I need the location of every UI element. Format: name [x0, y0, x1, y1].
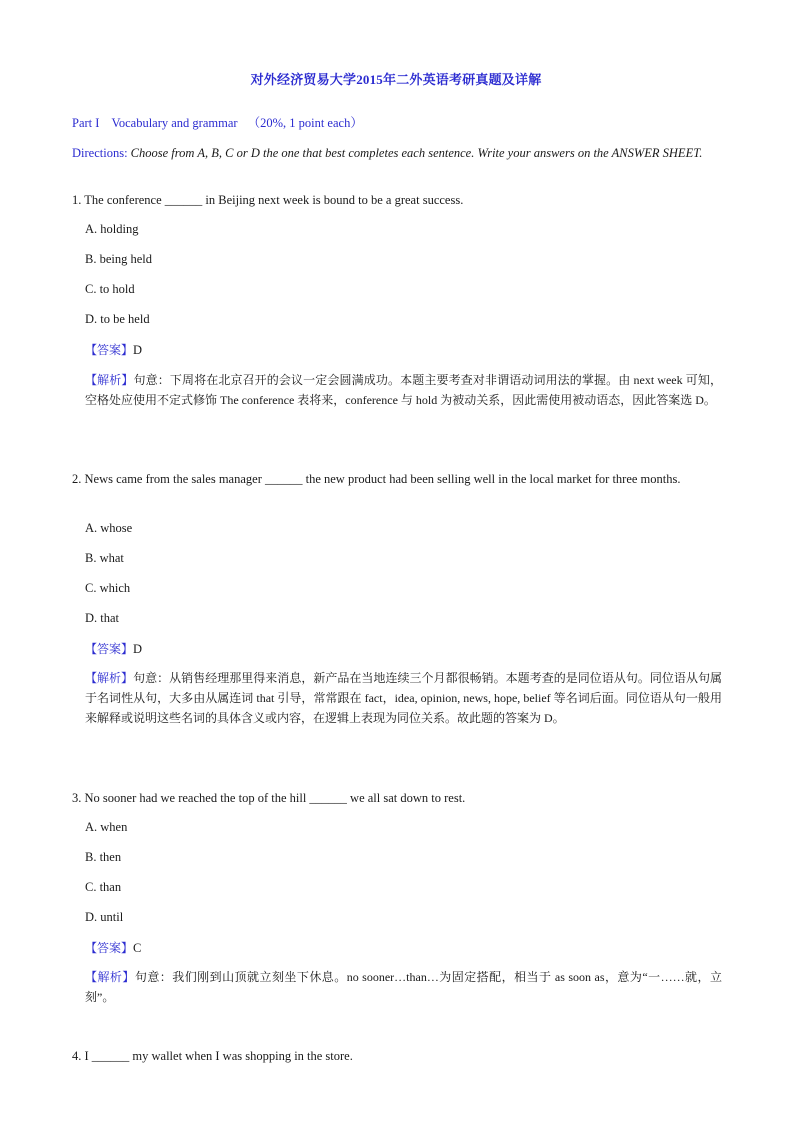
question-1-explanation	[85, 370, 722, 410]
part-points: （20%, 1 point each）	[247, 116, 363, 130]
answer-value: D	[133, 343, 143, 357]
directions-label: Directions:	[72, 146, 128, 160]
directions	[72, 143, 722, 163]
question-2-stem: 2. News came from the sales manager ______ the new product had been selling well in the local market for three months.	[72, 472, 681, 486]
question-3-answer	[85, 939, 141, 956]
answer-value: D	[133, 642, 143, 656]
question-3-option-a: A. when	[85, 820, 128, 834]
question-2-explanation	[85, 668, 722, 728]
explanation-tag: 【解析】	[85, 373, 134, 387]
answer-tag: 【答案】	[85, 343, 134, 357]
question-2-option-b: B. what	[85, 551, 124, 565]
answer-value: C	[133, 941, 142, 955]
question-2-option-a: A. whose	[85, 521, 133, 535]
page-title: 对外经济贸易大学2015年二外英语考研真题及详解	[250, 72, 542, 87]
explanation-text: 句意：下周将在北京召开的会议一定会圆满成功。本题主要考查对非谓语动词用法的掌握。由 next week 可知，空格处应使用不定式修饰 The conference 表将来，conference 与 hold 为被动关系，因此需使用被动语态，因此答案选 D。	[85, 373, 722, 407]
question-4-stem: 4. I ______ my wallet when I was shopping in the store.	[72, 1049, 353, 1063]
question-1-option-b: B. being held	[85, 252, 153, 266]
question-1-option-a: A. holding	[85, 222, 139, 236]
question-2-answer	[85, 640, 142, 657]
question-2-option-d: D. that	[85, 611, 120, 625]
question-3-option-b: B. then	[85, 850, 122, 864]
question-1-option-c: C. to hold	[85, 282, 135, 296]
explanation-text: 句意：我们刚到山顶就立刻坐下休息。no sooner…than…为固定搭配，相当于 as soon as，意为“一……就，立刻”。	[85, 970, 722, 1004]
question-2-option-c: C. which	[85, 581, 131, 595]
explanation-tag: 【解析】	[85, 671, 134, 685]
directions-text: Choose from A, B, C or D the one that best completes each sentence. Write your answers on the ANSWER SHEET.	[130, 146, 703, 160]
explanation-text: 句意：从销售经理那里得来消息，新产品在当地连续三个月都很畅销。本题考查的是同位语从句。同位语从句属于名词性从句，大多由从属连词 that 引导，常常跟在 fact，idea, opinion, news, hope, belief 等名词后面。同位语从句一般用来解释或说明这些名词的具体含义或内容，在逻辑上表现为同位关系。故此题的答案为 D。	[85, 671, 722, 725]
question-3-option-d: D. until	[85, 910, 124, 924]
question-1-answer	[85, 341, 142, 358]
question-1-option-d: D. to be held	[85, 312, 150, 326]
part-label: Part I	[72, 116, 100, 130]
question-3-explanation	[85, 967, 722, 1007]
explanation-tag: 【解析】	[85, 970, 135, 984]
question-1-stem: 1. The conference ______ in Beijing next week is bound to be a great success.	[72, 193, 464, 207]
part-name: Vocabulary and grammar	[111, 116, 238, 130]
question-3-option-c: C. than	[85, 880, 122, 894]
answer-tag: 【答案】	[85, 941, 134, 955]
answer-tag: 【答案】	[85, 642, 134, 656]
part-heading	[72, 113, 363, 131]
question-3-stem: 3. No sooner had we reached the top of the hill ______ we all sat down to rest.	[72, 791, 466, 805]
